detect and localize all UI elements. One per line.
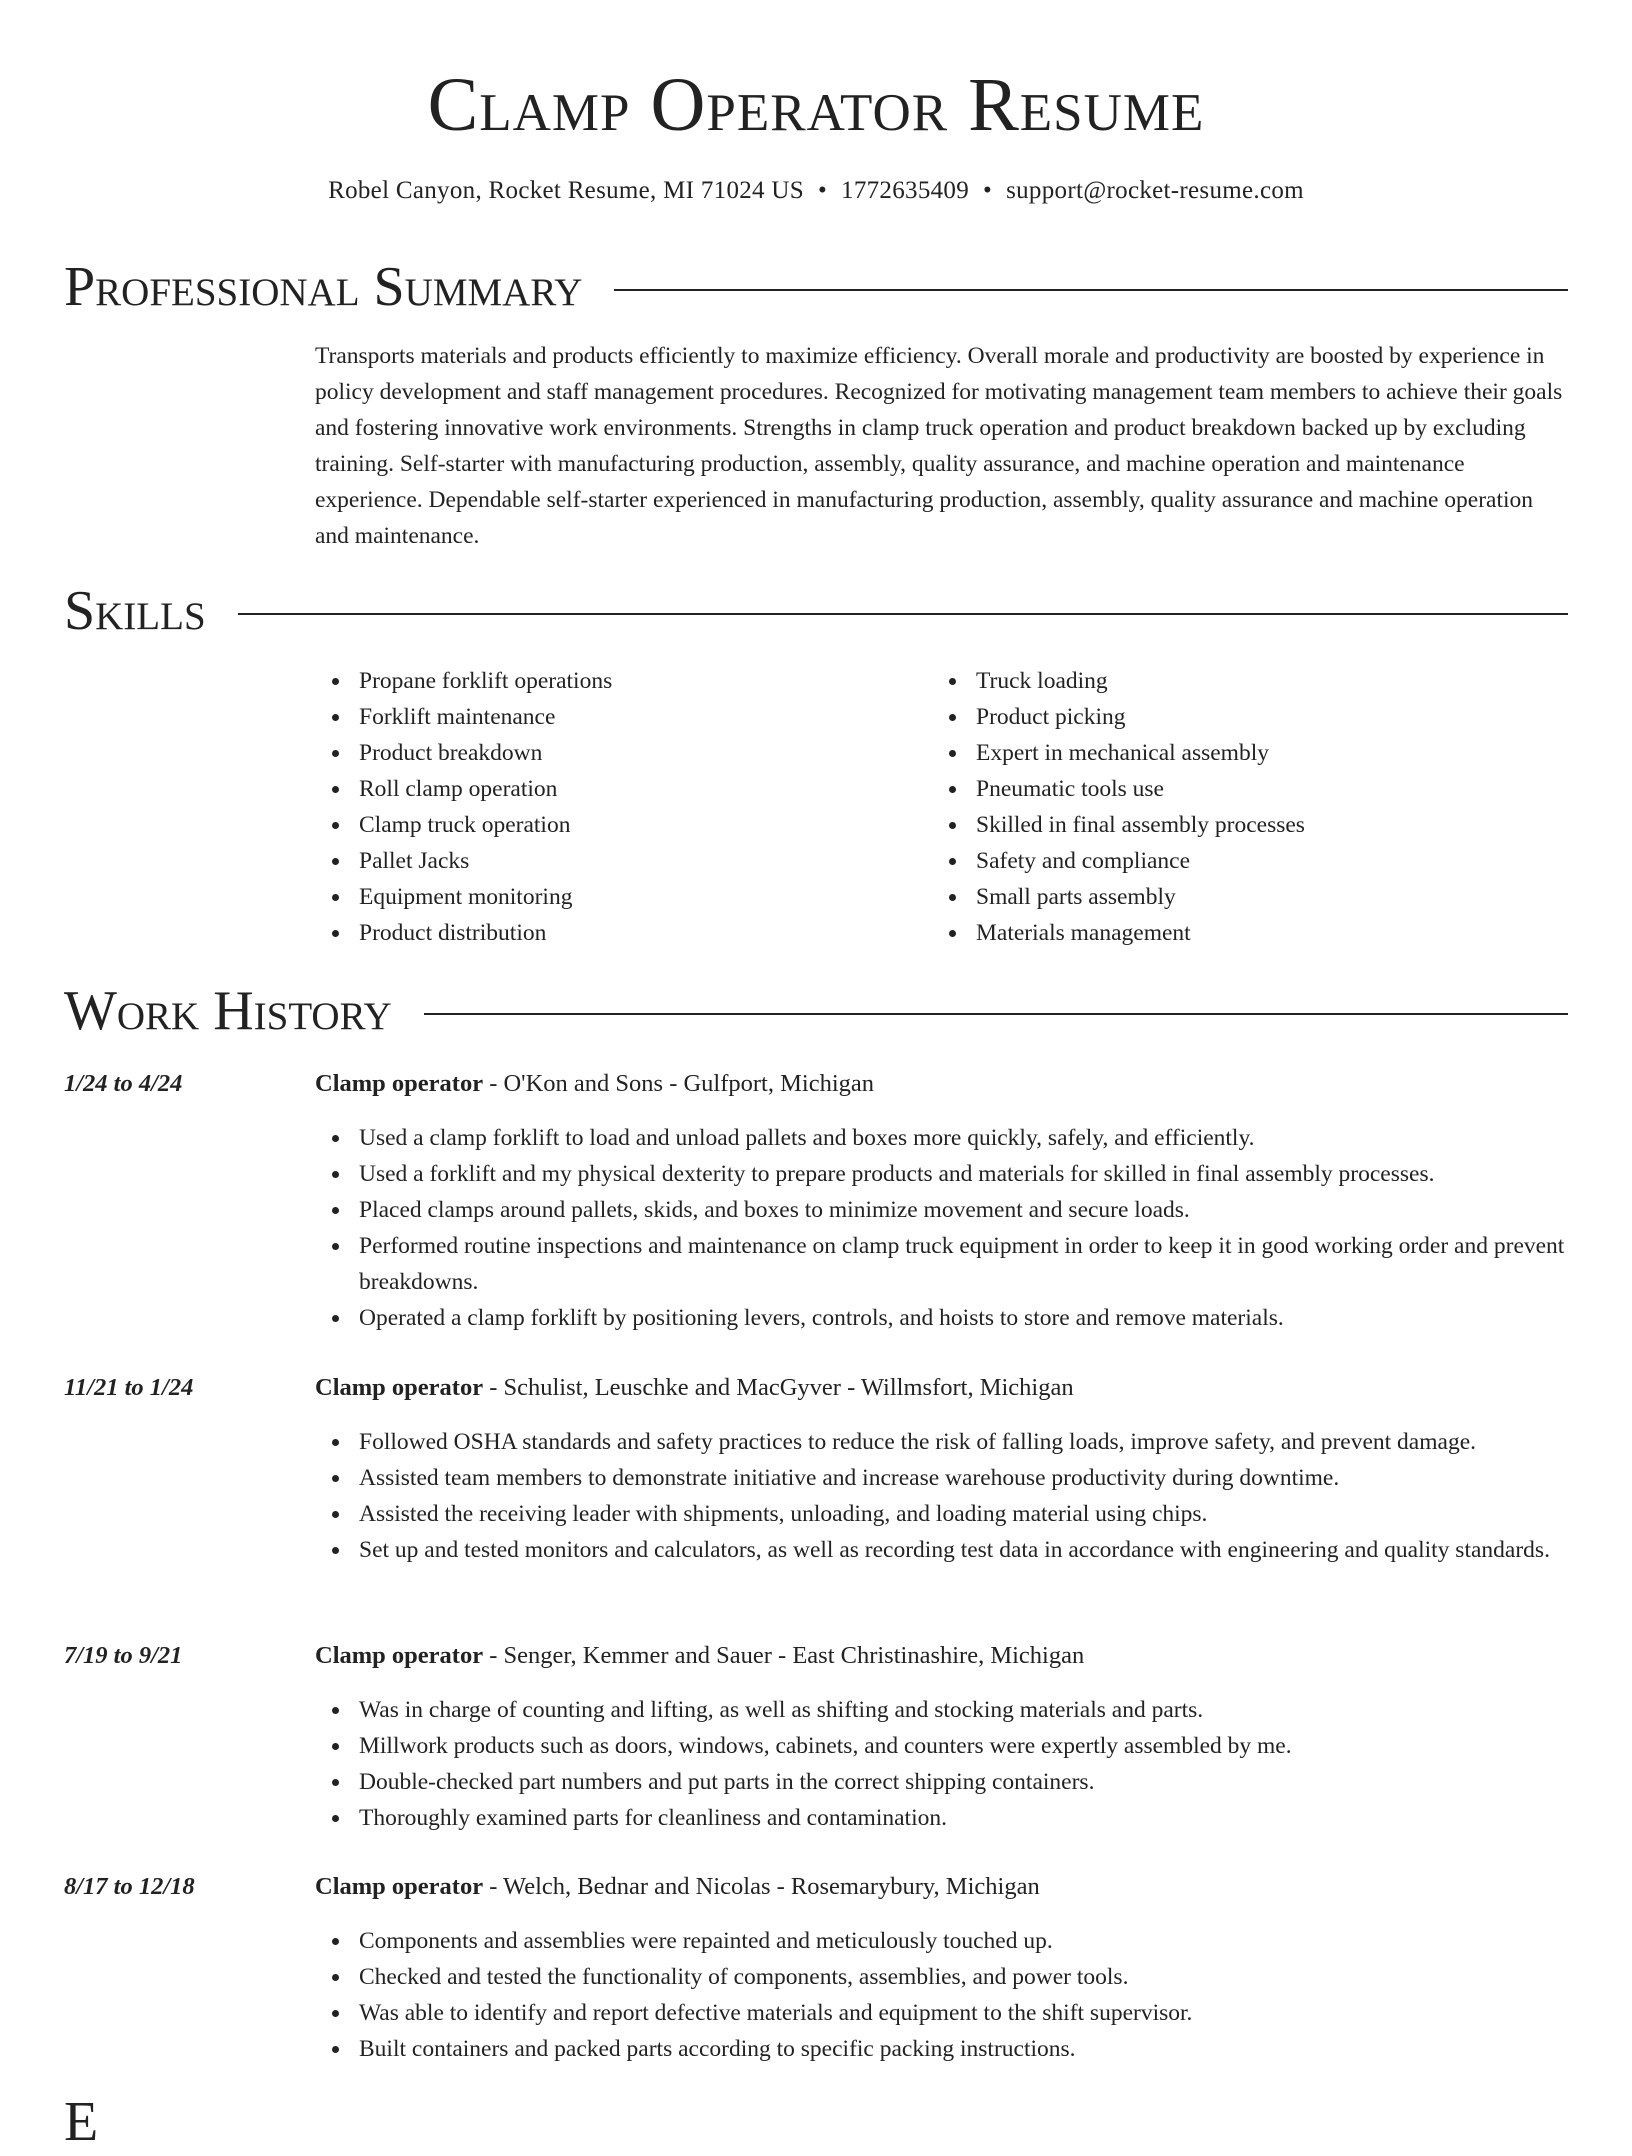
summary-heading-rule: [614, 289, 1568, 291]
job-role: Clamp operator: [315, 1070, 484, 1097]
job-dates: 11/21 to 1/24: [64, 1374, 194, 1401]
work-history-heading-text: Work History: [64, 980, 392, 1042]
job-bullet: Assisted the receiving leader with shipments, unloading, and loading material using chips.: [359, 1496, 1568, 1532]
skill-item: Clamp truck operation: [359, 807, 932, 843]
job-role: Clamp operator: [315, 1642, 484, 1669]
skill-item: Pneumatic tools use: [976, 771, 1549, 807]
job-bullet: Followed OSHA standards and safety practices to reduce the risk of falling loads, improve safety, and prevent damage.: [359, 1424, 1568, 1460]
skills-heading-text: Skills: [64, 580, 206, 642]
resume-title: Clamp Operator Resume: [427, 63, 1205, 147]
skill-item: Forklift maintenance: [359, 699, 932, 735]
job-bullet: Was in charge of counting and lifting, as well as shifting and stocking materials and parts.: [359, 1692, 1568, 1728]
skill-item: Safety and compliance: [976, 843, 1549, 879]
job-details: - Welch, Bednar and Nicolas - Rosemarybury, Michigan: [483, 1873, 1040, 1900]
job-headline: [315, 1066, 874, 1102]
job-bullet: Was able to identify and report defective materials and equipment to the shift supervisor.: [359, 1995, 1568, 2031]
job-role: Clamp operator: [315, 1873, 484, 1900]
job-bullet: Checked and tested the functionality of components, assemblies, and power tools.: [359, 1959, 1568, 1995]
skills-heading-rule: [238, 613, 1568, 615]
skills-column-left: [315, 663, 932, 951]
job-details: - O'Kon and Sons - Gulfport, Michigan: [483, 1070, 875, 1097]
contact-email: support@rocket-resume.com: [1006, 177, 1304, 204]
skills-list: [315, 663, 1568, 951]
job-dates: 1/24 to 4/24: [64, 1070, 183, 1097]
skill-item: Small parts assembly: [976, 879, 1549, 915]
skill-item: Equipment monitoring: [359, 879, 932, 915]
job-bullets: [315, 1424, 1568, 1568]
job-dates: 8/17 to 12/18: [64, 1873, 195, 1900]
summary-heading-text: Professional Summary: [64, 256, 583, 318]
job-bullet: Used a forklift and my physical dexterity to prepare products and materials for skilled in final assembly processes.: [359, 1156, 1568, 1192]
job-bullet: Double-checked part numbers and put parts in the correct shipping containers.: [359, 1764, 1568, 1800]
skill-item: Pallet Jacks: [359, 843, 932, 879]
next-section-heading-fragment: E: [64, 2091, 99, 2153]
job-bullet: Performed routine inspections and maintenance on clamp truck equipment in order to keep it in good working order and prevent breakdowns.: [359, 1228, 1568, 1300]
contact-separator: •: [983, 177, 993, 204]
job-headline: [315, 1869, 1040, 1905]
job-bullets: [315, 1923, 1568, 2067]
job-bullets: [315, 1120, 1568, 1336]
job-bullet: Operated a clamp forklift by positioning levers, controls, and hoists to store and remove materials.: [359, 1300, 1568, 1336]
skill-item: Truck loading: [976, 663, 1549, 699]
job-bullet: Used a clamp forklift to load and unload pallets and boxes more quickly, safely, and efficiently.: [359, 1120, 1568, 1156]
job-bullets: [315, 1692, 1568, 1836]
skills-column-right: [932, 663, 1549, 951]
skill-item: Propane forklift operations: [359, 663, 932, 699]
contact-phone: 1772635409: [841, 177, 970, 204]
contact-address: Robel Canyon, Rocket Resume, MI 71024 US: [328, 177, 804, 204]
job-bullet: Components and assemblies were repainted and meticulously touched up.: [359, 1923, 1568, 1959]
job-bullet: Assisted team members to demonstrate initiative and increase warehouse productivity during downtime.: [359, 1460, 1568, 1496]
job-details: - Senger, Kemmer and Sauer - East Christinashire, Michigan: [483, 1642, 1085, 1669]
job-bullet: Placed clamps around pallets, skids, and boxes to minimize movement and secure loads.: [359, 1192, 1568, 1228]
job-dates: 7/19 to 9/21: [64, 1642, 183, 1669]
skill-item: Product distribution: [359, 915, 932, 951]
skill-item: Expert in mechanical assembly: [976, 735, 1549, 771]
skill-item: Product picking: [976, 699, 1549, 735]
job-details: - Schulist, Leuschke and MacGyver - Willmsfort, Michigan: [483, 1374, 1074, 1401]
skill-item: Skilled in final assembly processes: [976, 807, 1549, 843]
job-role: Clamp operator: [315, 1374, 484, 1401]
job-bullet: Thoroughly examined parts for cleanliness and contamination.: [359, 1800, 1568, 1836]
summary-text: Transports materials and products efficiently to maximize efficiency. Overall morale and productivity are boosted by experience in policy development and staff management procedures. Recognized for motivating management team members to achieve their goals and fostering innovative work environments. Strengths in clamp truck operation and product breakdown backed up by excluding training. Self-starter with manufacturing production, assembly, quality assurance, and machine operation and maintenance experience. Dependable self-starter experienced in manufacturing production, assembly, quality assurance and machine operation and maintenance.: [315, 343, 1563, 549]
work-history-heading-rule: [424, 1013, 1568, 1015]
contact-line: [0, 174, 1632, 208]
contact-separator: •: [817, 177, 828, 204]
summary-heading: [64, 253, 1568, 321]
job-headline: [315, 1638, 1084, 1674]
skill-item: Product breakdown: [359, 735, 932, 771]
skills-heading: [64, 577, 1568, 645]
job-bullet: Set up and tested monitors and calculators, as well as recording test data in accordance with engineering and quality standards.: [359, 1532, 1568, 1568]
skill-item: Roll clamp operation: [359, 771, 932, 807]
job-bullet: Millwork products such as doors, windows, cabinets, and counters were expertly assembled by me.: [359, 1728, 1568, 1764]
job-bullet: Built containers and packed parts according to specific packing instructions.: [359, 2031, 1568, 2067]
job-headline: [315, 1370, 1074, 1406]
skill-item: Materials management: [976, 915, 1549, 951]
work-history-heading: [64, 977, 1568, 1045]
